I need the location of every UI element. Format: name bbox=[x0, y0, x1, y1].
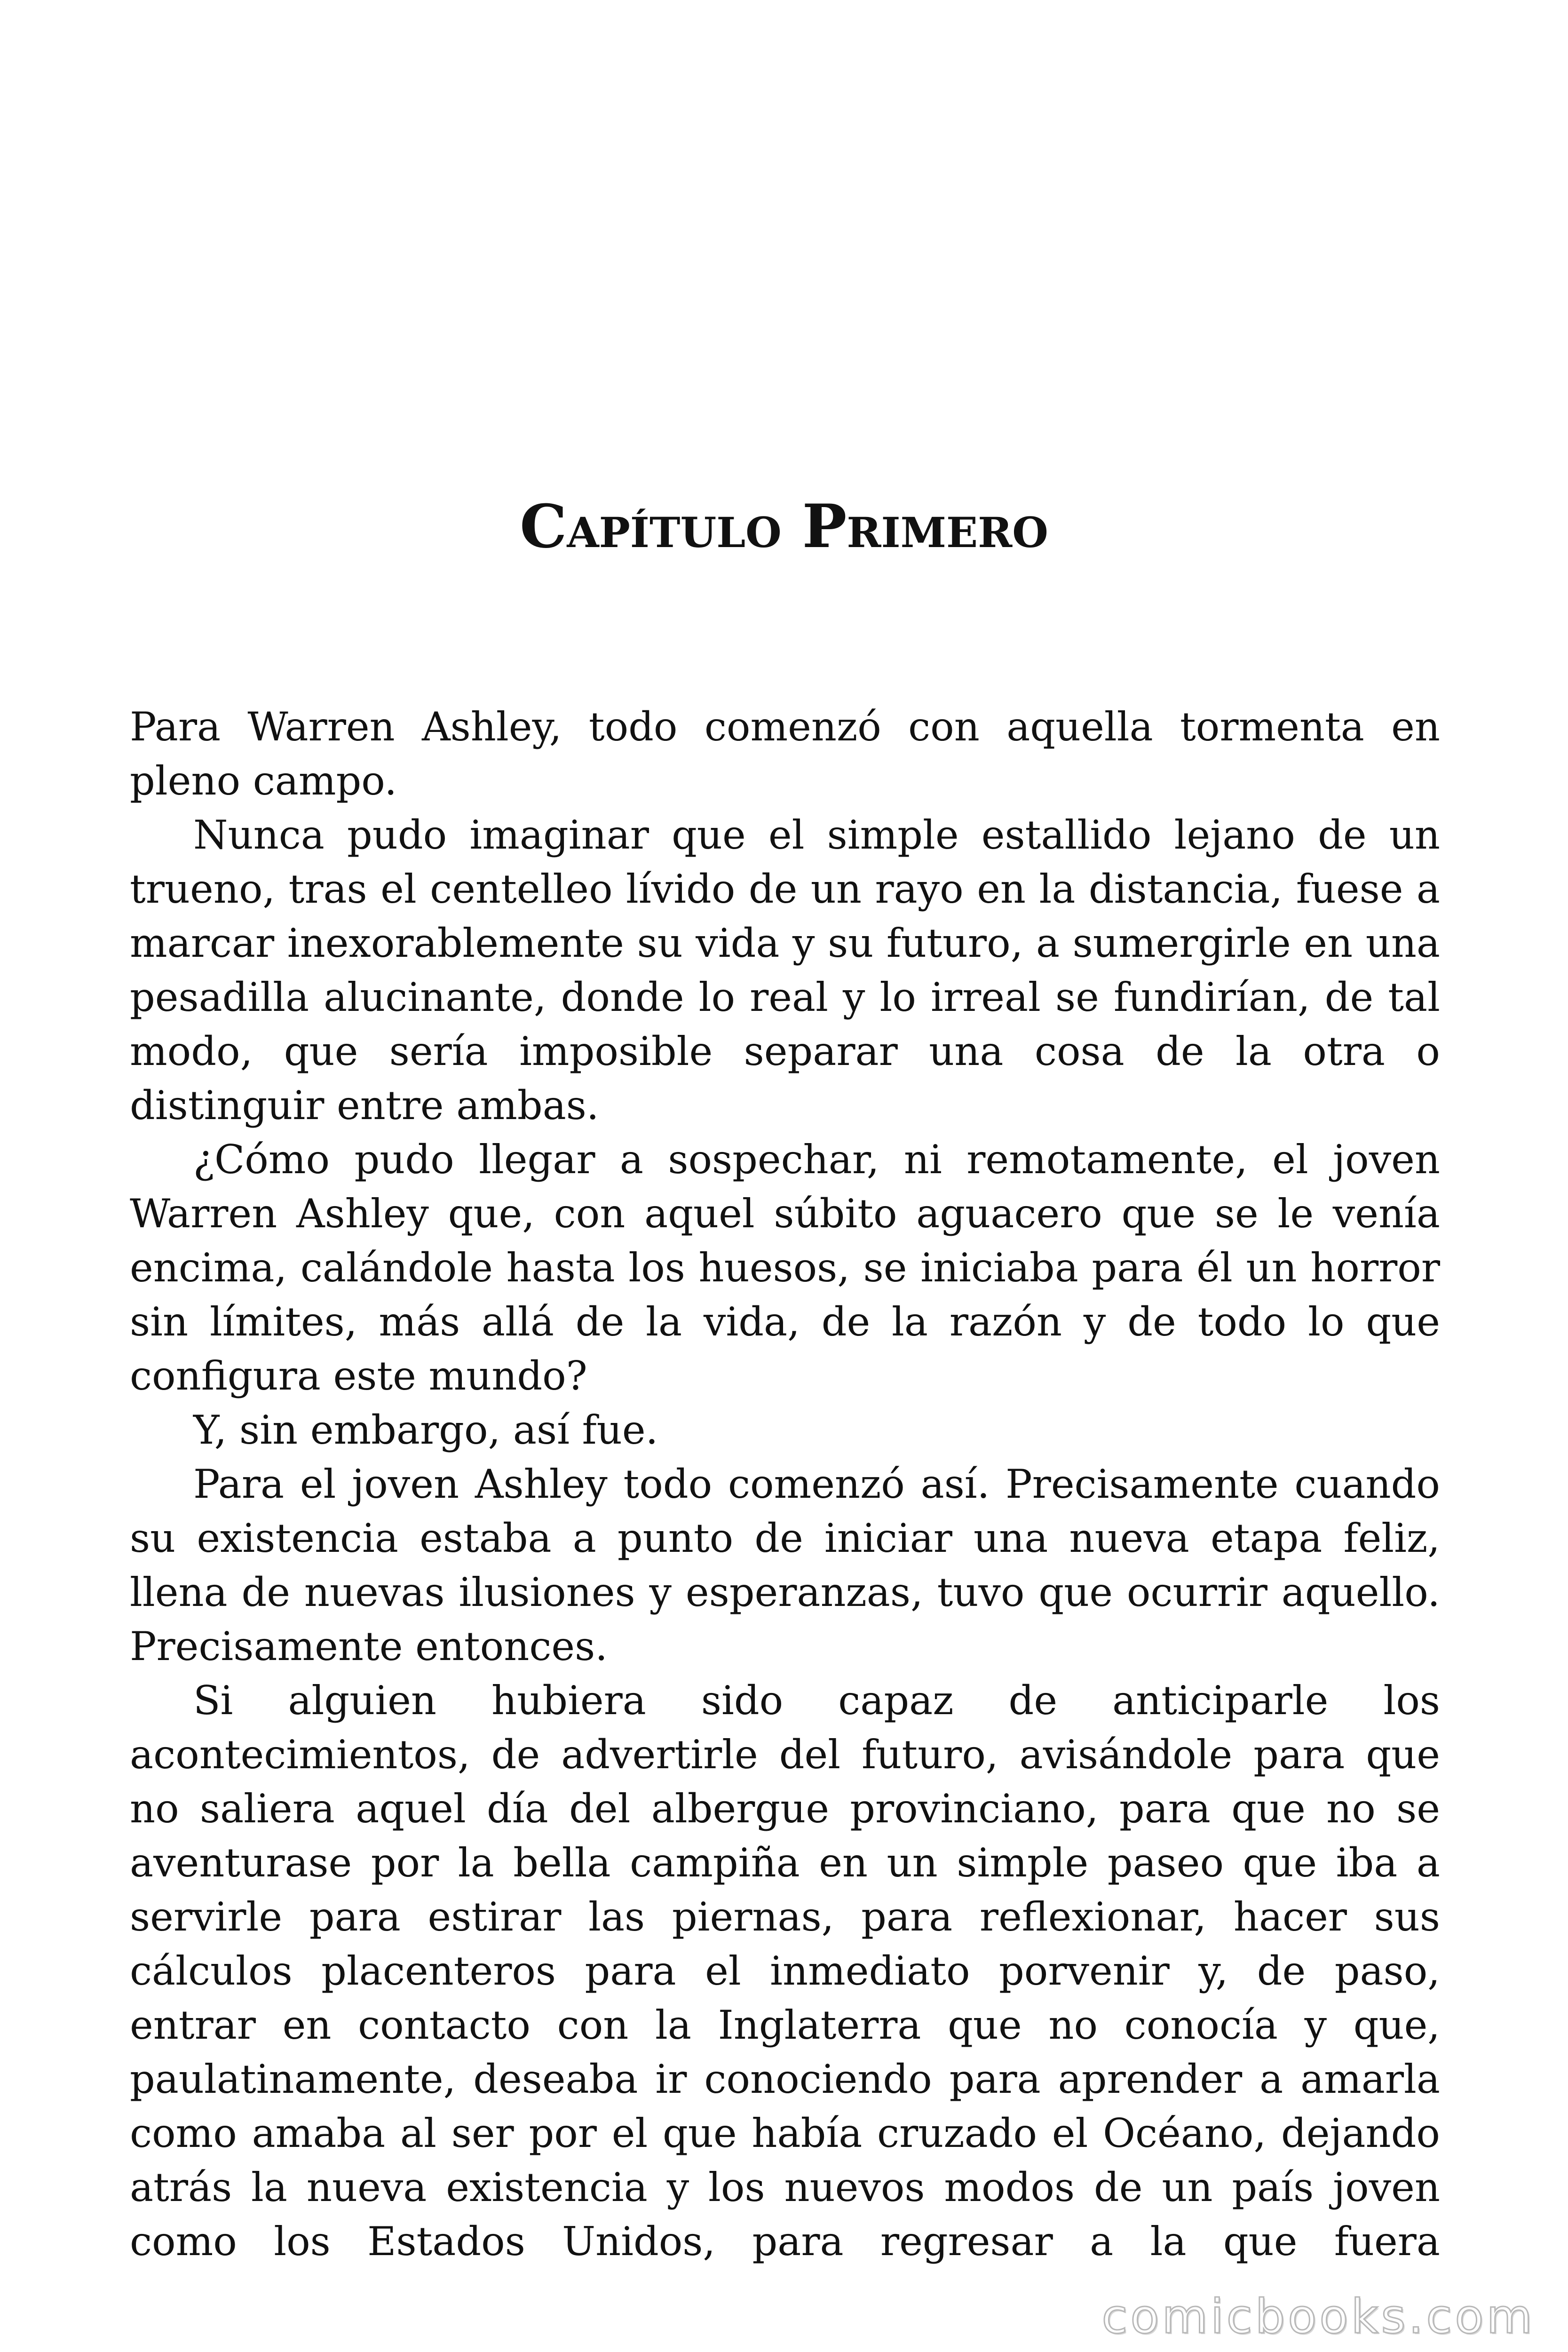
paragraph-4: Y, sin embargo, así fue. bbox=[193, 1407, 658, 1453]
paragraph-1: Para Warren Ashley, todo comenzó con aquella tormenta en pleno campo. bbox=[130, 704, 1440, 804]
paragraph-6: Si alguien hubiera sido capaz de anticiparle los acontecimientos, de advertirle del futuro, avisándole para que no saliera aquel día del albergue provinciano, para que no se aventurase por la bella campiña en un simple paseo que iba a servirle para estirar las piernas, para reflexionar, hacer sus cálculos placenteros para el inmediato porvenir y, de paso, entrar en contacto con la Inglaterra que no conocía y que, paulatinamente, deseaba ir conociendo para aprender a amarla como amaba al ser por el que había cruzado el Océano, dejando atrás la nueva existencia y los nuevos modos de un país joven como los Estados Unidos, para regresar a la que fuera bbox=[130, 1677, 1440, 2265]
paragraph-2: Nunca pudo imaginar que el simple estallido lejano de un trueno, tras el centelleo lívido de un rayo en la distancia, fuese a marcar inexorablemente su vida y su futuro, a sumergirle en una pesadilla alucinante, donde lo real y lo irreal se fundirían, de tal modo, que sería imposible separar una cosa de la otra o distinguir entre ambas. bbox=[130, 812, 1440, 1128]
paragraph-3: ¿Cómo pudo llegar a sospechar, ni remotamente, el joven Warren Ashley que, con aquel súbito aguacero que se le venía encima, calándole hasta los huesos, se iniciaba para él un horror sin límites, más allá de la vida, de la razón y de todo lo que configura este mundo? bbox=[130, 1136, 1440, 1399]
watermark: comicbooks.com bbox=[1101, 2289, 1535, 2344]
chapter-title: Capítulo Primero bbox=[520, 492, 1048, 562]
paragraph-5: Para el joven Ashley todo comenzó así. Precisamente cuando su existencia estaba a punto de iniciar una nueva etapa feliz, llena de nuevas ilusiones y esperanzas, tuvo que ocurrir aquello. Precisamente entonces. bbox=[130, 1461, 1440, 1669]
chapter-body bbox=[130, 700, 1440, 2269]
